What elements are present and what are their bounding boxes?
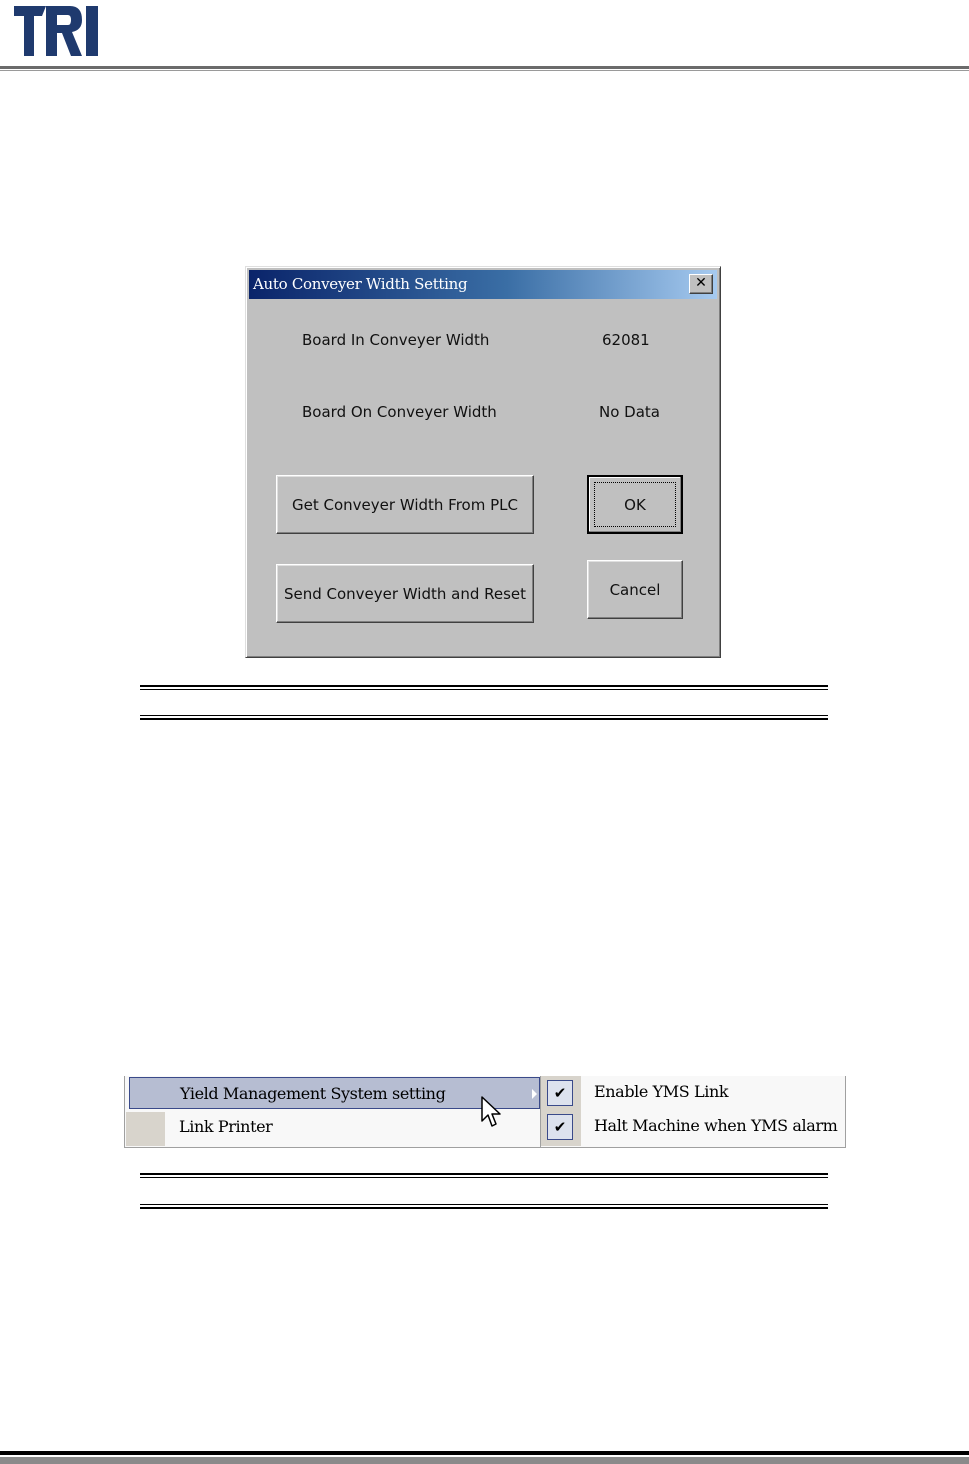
menu-icon-gutter	[126, 1112, 165, 1146]
close-icon: ✕	[695, 275, 707, 291]
caption2-rule-bottom	[140, 1207, 828, 1209]
ok-button-label: OK	[624, 495, 646, 514]
caption-rule-top	[140, 685, 828, 687]
submenu-item-enable-yms-label: Enable YMS Link	[594, 1082, 729, 1101]
menu-item-yms-setting[interactable]	[129, 1077, 540, 1109]
tri-logo	[12, 2, 102, 58]
cancel-button-label: Cancel	[609, 580, 661, 599]
get-width-button-label: Get Conveyer Width From PLC	[292, 495, 518, 514]
cancel-button[interactable]	[587, 560, 683, 619]
caption-rule-bottom	[140, 718, 828, 720]
yms-submenu	[540, 1076, 846, 1148]
header-rule-secondary	[0, 70, 969, 71]
caption2-rule-top	[140, 1173, 828, 1175]
dialog-title: Auto Conveyer Width Setting	[253, 275, 468, 293]
focus-rect	[594, 482, 676, 527]
send-width-reset-button[interactable]	[276, 564, 534, 623]
caption2-rule-bottom-thin	[140, 1204, 828, 1205]
ok-button[interactable]	[587, 475, 683, 534]
caption2-rule-top-thin	[140, 1177, 828, 1178]
dialog-titlebar[interactable]	[249, 270, 717, 299]
submenu-item-halt-label: Halt Machine when YMS alarm	[594, 1116, 838, 1135]
board-on-width-value: No Data	[599, 403, 660, 421]
menu-item-yms-label: Yield Management System setting	[180, 1084, 446, 1103]
header-rule	[0, 66, 969, 69]
caption-rule-top-thin	[140, 689, 828, 690]
submenu-item-halt-machine[interactable]	[581, 1110, 845, 1144]
footer-rule-grey	[0, 1457, 969, 1464]
auto-conveyer-width-dialog	[245, 266, 721, 658]
submenu-item-enable-yms[interactable]	[581, 1076, 845, 1110]
caption-rule-bottom-thin	[140, 715, 828, 716]
footer-rule	[0, 1451, 969, 1455]
submenu-arrow-icon	[532, 1089, 537, 1099]
check-icon: ✔	[547, 1114, 573, 1140]
close-button[interactable]	[689, 274, 713, 294]
board-in-width-value: 62081	[602, 331, 650, 349]
main-menu	[124, 1076, 540, 1148]
board-in-width-label: Board In Conveyer Width	[302, 331, 490, 349]
board-on-width-label: Board On Conveyer Width	[302, 403, 497, 421]
get-width-button[interactable]	[276, 475, 534, 534]
check-icon: ✔	[547, 1080, 573, 1106]
menu-item-link-printer-label: Link Printer	[179, 1117, 273, 1136]
arrow-pointer-icon	[480, 1095, 502, 1129]
send-width-button-label: Send Conveyer Width and Reset	[283, 584, 527, 603]
